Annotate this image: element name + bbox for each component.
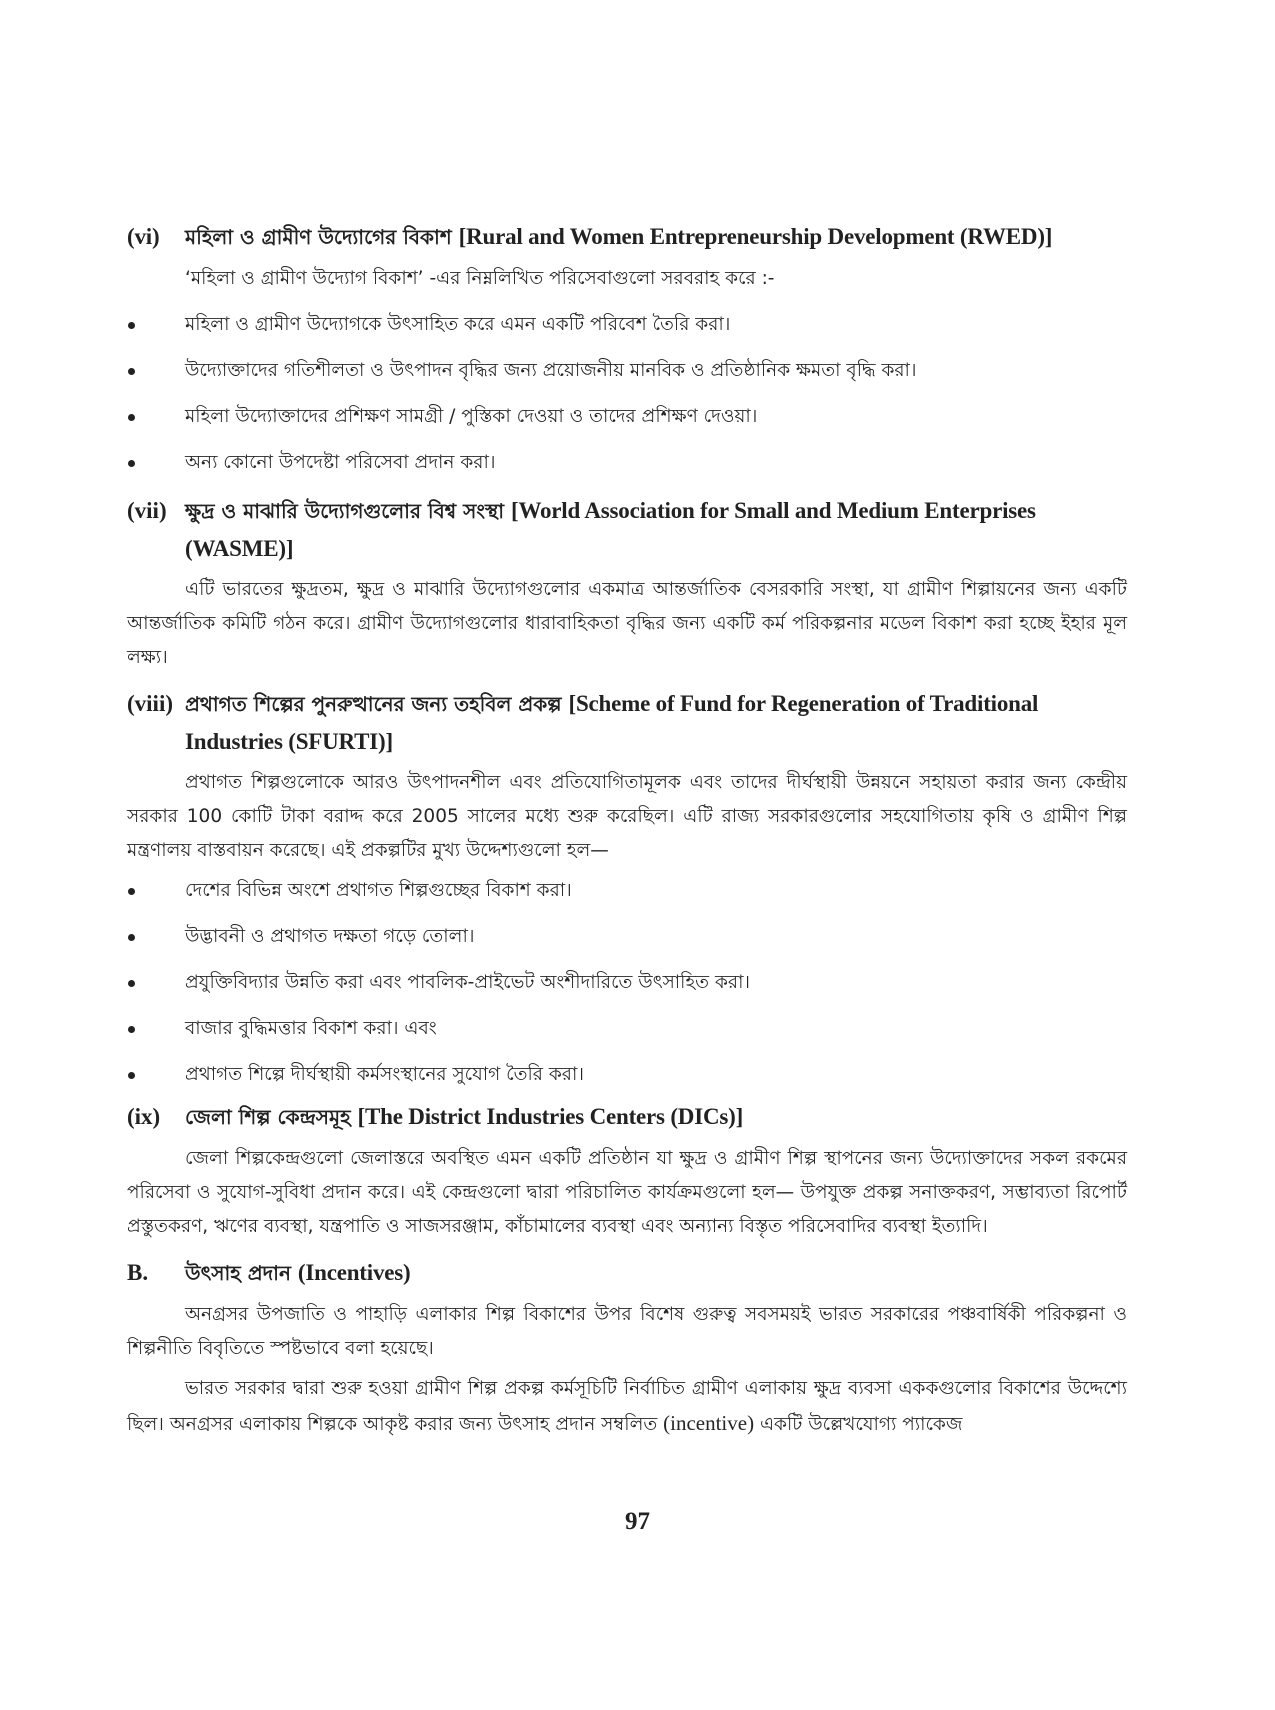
list-item — [127, 440, 1127, 486]
paragraph-text: ভারত সরকার দ্বারা শুরু হওয়া গ্রামীণ শিল্প প্রকল্প কর্মসূচিটি নির্বাচিত গ্রামীণ এলাকায় ক্ষুদ্র ব্যবসা এককগুলোর বিকাশের উদ্দেশ্যে ছিল। অনগ্রসর এলাকায় শিল্পকে আকৃষ্ট করার জন্য উৎসাহ প্রদান সম্বলিত — [127, 1378, 1127, 1435]
list-item — [127, 302, 1127, 348]
list-item — [127, 868, 1127, 914]
list-item — [127, 914, 1127, 960]
section-intro: ‘মহিলা ও গ্রামীণ উদ্যোগ বিকাশ’ -এর নিম্নলিখিত পরিসেবাগুলো সরবরাহ করে :- — [185, 268, 775, 289]
section-heading-b — [127, 1254, 1127, 1292]
section-heading-viii — [127, 685, 1127, 760]
section-title-english: (Incentives) — [297, 1260, 411, 1285]
bullet-list-viii — [127, 868, 1127, 1098]
list-item-text: প্রথাগত শিল্পে দীর্ঘস্থায়ী কর্মসংস্থানের সুযোগ তৈরি করা। — [185, 1064, 584, 1085]
section-title-bengali: প্রথাগত শিল্পের পুনরুত্থানের জন্য তহবিল প্রকল্প — [185, 692, 569, 716]
section-paragraph: এটি ভারতের ক্ষুদ্রতম, ক্ষুদ্র ও মাঝারি উদ্যোগগুলোর একমাত্র আন্তর্জাতিক বেসরকারি সংস্থা, যা গ্রামীণ শিল্পায়নের জন্য একটি আন্তর্জাতিক কমিটি গঠন করে। গ্রামীণ উদ্যোগগুলোর ধারাবাহিকতা বৃদ্ধির জন্য একটি কর্ম পরিকল্পনার মডেল বিকাশ করা হচ্ছে ইহার মূল লক্ষ্য। — [127, 579, 1127, 668]
list-item-text: বাজার বুদ্ধিমত্তার বিকাশ করা। এবং — [185, 1018, 437, 1039]
list-item — [127, 1006, 1127, 1052]
section-title-english: [The District Industries Centers (DICs)] — [357, 1104, 744, 1129]
section-title-english: [Scheme of Fund for Regeneration of Traditional Industries (SFURTI)] — [185, 691, 1039, 754]
section-heading-vii — [127, 492, 1127, 567]
section-title — [185, 1254, 1127, 1292]
section-title-english: [World Association for Small and Medium Enterprises (WASME)] — [185, 498, 1036, 561]
list-item-text: মহিলা উদ্যোক্তাদের প্রশিক্ষণ সামগ্রী / পুস্তিকা দেওয়া ও তাদের প্রশিক্ষণ দেওয়া। — [185, 406, 758, 427]
section-paragraph — [127, 1372, 1127, 1442]
section-heading-vi — [127, 218, 1127, 256]
list-item-text: দেশের বিভিন্ন অংশে প্রথাগত শিল্পগুচ্ছের বিকাশ করা। — [185, 880, 572, 901]
section-title-bengali: মহিলা ও গ্রামীণ উদ্যোগের বিকাশ — [185, 225, 459, 249]
paragraph-text: একটি উল্লেখযোগ্য প্যাকেজ — [754, 1414, 963, 1435]
list-item-text: মহিলা ও গ্রামীণ উদ্যোগকে উৎসাহিত করে এমন একটি পরিবেশ তৈরি করা। — [185, 314, 731, 335]
list-item — [127, 960, 1127, 1006]
list-item — [127, 348, 1127, 394]
section-paragraph: প্রথাগত শিল্পগুলোকে আরও উৎপাদনশীল এবং প্রতিযোগিতামূলক এবং তাদের দীর্ঘস্থায়ী উন্নয়নে সহায়তা করার জন্য কেন্দ্রীয় সরকার 100 কোটি টাকা বরাদ্দ করে 2005 সালের মধ্যে শুরু করেছিল। এটি রাজ্য সরকারগুলোর সহযোগিতায় কৃষি ও গ্রামীণ শিল্প মন্ত্রণালয় বাস্তবায়ন করেছে। এই প্রকল্পটির মুখ্য উদ্দেশ্যগুলো হল— — [127, 772, 1127, 861]
list-item-text: অন্য কোনো উপদেষ্টা পরিসেবা প্রদান করা। — [185, 452, 496, 473]
section-number: (vi) — [127, 224, 160, 249]
list-item — [127, 394, 1127, 440]
section-title — [185, 685, 1127, 760]
section-title-english: [Rural and Women Entrepreneurship Development (RWED)] — [458, 224, 1053, 249]
section-title-bengali: ক্ষুদ্র ও মাঝারি উদ্যোগগুলোর বিশ্ব সংস্থা — [185, 499, 511, 523]
bullet-list-vi — [127, 302, 1127, 486]
page-number: 97 — [625, 1508, 650, 1535]
list-item-text: উদ্যোক্তাদের গতিশীলতা ও উৎপাদন বৃদ্ধির জন্য প্রয়োজনীয় মানবিক ও প্রতিষ্ঠানিক ক্ষমতা বৃদ্ধি করা। — [185, 360, 917, 381]
list-item — [127, 1052, 1127, 1098]
section-heading-ix — [127, 1098, 1127, 1136]
list-item-text: প্রযুক্তিবিদ্যার উন্নতি করা এবং পাবলিক-প্রাইভেট অংশীদারিতে উৎসাহিত করা। — [185, 972, 751, 993]
section-title — [185, 492, 1127, 567]
section-number: (viii) — [127, 691, 173, 716]
paragraph-english-term: (incentive) — [663, 1411, 755, 1435]
section-paragraph: অনগ্রসর উপজাতি ও পাহাড়ি এলাকার শিল্প বিকাশের উপর বিশেষ গুরুত্ব সবসময়ই ভারত সরকারের পঞ্চবার্ষিকী পরিকল্পনা ও শিল্পনীতি বিবৃতিতে স্পষ্টভাবে বলা হয়েছে। — [127, 1304, 1127, 1359]
section-title — [185, 218, 1127, 256]
section-number: (vii) — [127, 498, 167, 523]
page-content — [127, 218, 1127, 1442]
section-number: B. — [127, 1260, 149, 1285]
list-item-text: উদ্ভাবনী ও প্রথাগত দক্ষতা গড়ে তোলা। — [185, 926, 475, 947]
section-title-bengali: উৎসাহ প্রদান — [185, 1261, 298, 1285]
section-paragraph: জেলা শিল্পকেন্দ্রগুলো জেলাস্তরে অবস্থিত এমন একটি প্রতিষ্ঠান যা ক্ষুদ্র ও গ্রামীণ শিল্প স্থাপনের জন্য উদ্যোক্তাদের সকল রকমের পরিসেবা ও সুযোগ-সুবিধা প্রদান করে। এই কেন্দ্রগুলো দ্বারা পরিচালিত কার্যক্রমগুলো হল— উপযুক্ত প্রকল্প সনাক্তকরণ, সম্ভাব্যতা রিপোর্ট প্রস্তুতকরণ, ঋণের ব্যবস্থা, যন্ত্রপাতি ও সাজসরঞ্জাম, কাঁচামালের ব্যবস্থা এবং অন্যান্য বিস্তৃত পরিসেবাদির ব্যবস্থা ইত্যাদি। — [127, 1148, 1127, 1237]
section-title — [185, 1098, 1127, 1136]
section-title-bengali: জেলা শিল্প কেন্দ্রসমূহ — [185, 1105, 358, 1129]
section-number: (ix) — [127, 1104, 161, 1129]
